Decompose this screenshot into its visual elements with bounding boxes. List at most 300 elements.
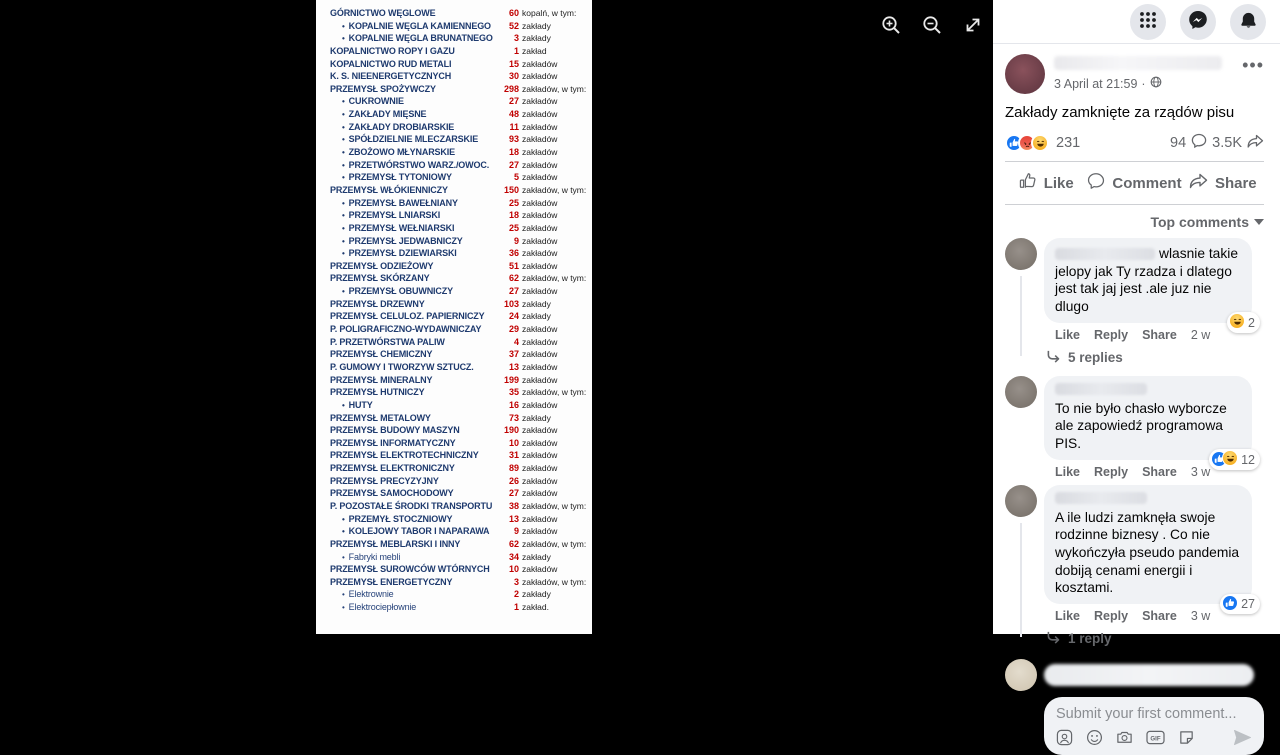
list-row — [330, 298, 586, 311]
industry-label: • Elektrownie — [342, 589, 394, 600]
plants-number: 26 — [508, 475, 519, 486]
industry-label: P. GUMOWY I TWORZYW SZTUCZ. — [330, 361, 474, 372]
comment-share-link[interactable]: Share — [1142, 464, 1177, 479]
plants-number: 10 — [508, 437, 519, 448]
bullet-icon: • — [342, 148, 345, 158]
notifications-button[interactable] — [1230, 4, 1266, 40]
bullet-icon: • — [342, 173, 345, 183]
industry-label: PRZEMYSŁ DRZEWNY — [330, 298, 425, 309]
plants-number: 29 — [508, 324, 519, 335]
list-row — [330, 525, 586, 538]
chevron-down-icon — [1254, 219, 1264, 225]
plants-number: 16 — [508, 399, 519, 410]
plants-number: 24 — [508, 311, 519, 322]
plants-unit: zakładów — [522, 96, 558, 107]
comment-reply-link[interactable]: Reply — [1094, 608, 1129, 623]
bullet-icon: • — [342, 603, 345, 613]
industry-label: • ZAKŁADY MIĘSNE — [342, 109, 427, 120]
list-row — [330, 285, 586, 298]
post-author-block — [1054, 54, 1222, 91]
send-icon — [1233, 729, 1252, 749]
list-row — [330, 449, 586, 462]
industry-label: • ZBOŻOWO MŁYNARSKIE — [342, 147, 455, 158]
list-row — [330, 374, 586, 387]
composer-icons — [1056, 729, 1252, 749]
comment-thread-line — [1020, 523, 1022, 637]
plants-unit: zakładów — [522, 324, 558, 335]
shares-count[interactable]: 3.5K — [1212, 135, 1242, 151]
list-row — [330, 272, 586, 285]
plants-number: 62 — [508, 273, 519, 284]
post — [993, 44, 1280, 234]
comment-sort-selector[interactable] — [1005, 205, 1264, 234]
industry-label: • KOPALNIE WĘGLA KAMIENNEGO — [342, 20, 491, 31]
view-replies-link[interactable] — [1046, 631, 1268, 647]
industry-label: PRZEMYSŁ SKÓRZANY — [330, 273, 430, 284]
list-row — [330, 45, 586, 58]
apps-menu-button[interactable] — [1130, 4, 1166, 40]
comment-avatar[interactable] — [1005, 659, 1037, 691]
share-label: Share — [1214, 174, 1257, 192]
reply-arrow-icon — [1046, 631, 1061, 647]
comment-author-avatar[interactable] — [1005, 485, 1037, 517]
zoom-out-icon — [921, 14, 943, 36]
industry-label: • Elektrociepłownie — [342, 602, 417, 613]
comment-composer[interactable] — [1044, 697, 1264, 755]
plants-number: 30 — [508, 71, 519, 82]
industry-label: PRZEMYSŁ INFORMATYCZNY — [330, 437, 456, 448]
industry-label: K. S. NIEENERGETYCZNYCH — [330, 71, 452, 82]
gif-icon — [1146, 729, 1165, 749]
haha-reaction-icon — [1031, 134, 1049, 152]
plants-number: 18 — [508, 147, 519, 158]
plants-unit: zakładów — [522, 159, 558, 170]
comment — [1005, 376, 1268, 479]
bullet-icon: • — [342, 249, 345, 259]
industry-label: • CUKROWNIE — [342, 96, 404, 107]
haha-reaction-icon — [1229, 313, 1245, 329]
bullet-icon: • — [342, 160, 345, 170]
list-row — [330, 184, 586, 197]
industry-label: PRZEMYSŁ HUTNICZY — [330, 387, 425, 398]
industry-label: PRZEMYSŁ METALOWY — [330, 412, 431, 423]
gif-button[interactable] — [1146, 729, 1165, 749]
zoom-in-icon — [880, 14, 902, 36]
bullet-icon: • — [342, 110, 345, 120]
industry-label: PRZEMYSŁ MEBLARSKI I INNY — [330, 538, 461, 549]
list-row — [330, 588, 586, 601]
comment-text: wlasnie takie jelopy jak Ty rzadza i dlatego jest tak jaj jest .ale juz nie dlugo — [1055, 246, 1238, 314]
bullet-icon: • — [342, 552, 345, 562]
action-bar — [1005, 162, 1264, 205]
industry-label: P. PRZETWÓRSTWA PALIW — [330, 336, 445, 347]
plants-unit: zakłady — [522, 412, 551, 423]
plants-unit: zakładów — [522, 172, 558, 183]
plants-number: 199 — [503, 374, 519, 385]
list-row — [330, 576, 586, 589]
plants-number: 150 — [503, 184, 519, 195]
plants-number: 27 — [508, 286, 519, 297]
replies-label: 1 reply — [1068, 631, 1112, 647]
industry-label: P. POZOSTAŁE ŚRODKI TRANSPORTU — [330, 500, 493, 511]
badge-count: 2 — [1248, 315, 1255, 330]
like-label: Like — [1043, 174, 1074, 192]
comment-icon — [1087, 172, 1105, 194]
industry-label: • KOLEJOWY TABOR I NAPARAWA — [342, 526, 490, 537]
plants-number: 298 — [503, 83, 519, 94]
industry-label: • SPÓŁDZIELNIE MLECZARSKIE — [342, 134, 479, 145]
plants-unit: zakładów — [522, 58, 558, 69]
plants-number: 4 — [513, 336, 519, 347]
replies-label: 5 replies — [1068, 350, 1123, 366]
reply-arrow-icon — [1046, 350, 1061, 366]
industry-label: GÓRNICTWO WĘGLOWE — [330, 8, 436, 18]
list-row — [330, 462, 586, 475]
plants-unit: zakładów — [522, 374, 558, 385]
comment-bubble[interactable] — [1044, 238, 1255, 330]
plants-unit: zakładów — [522, 286, 558, 297]
share-arrow-icon — [1247, 134, 1264, 153]
list-row — [330, 159, 586, 172]
plants-number: 5 — [513, 172, 519, 183]
plants-unit: zakładów — [522, 248, 558, 259]
industry-label: • PRZEMYSŁ LNIARSKI — [342, 210, 441, 221]
plants-number: 31 — [508, 450, 519, 461]
comment-input[interactable] — [1056, 706, 1252, 722]
plants-unit: zakłady — [522, 298, 551, 309]
list-row — [330, 235, 586, 248]
zoom-in-button[interactable] — [878, 12, 904, 38]
industry-label: KOPALNICTWO RUD METALI — [330, 58, 452, 69]
list-row — [330, 513, 586, 526]
camera-button[interactable] — [1116, 729, 1133, 749]
composer-row — [993, 691, 1280, 755]
bullet-icon: • — [342, 514, 345, 524]
industry-label: • PRZEMYSŁ JEDWABNICZY — [342, 235, 463, 246]
list-row — [330, 95, 586, 108]
plants-unit: zakładów — [522, 349, 558, 360]
comment-share-link[interactable]: Share — [1142, 327, 1177, 342]
messenger-button[interactable] — [1180, 4, 1216, 40]
comment-text: A ile ludzi zamknęła swoje rodzinne biznesy . Co nie wykończyła pseudo pandemia dobiją cenami energii i kosztami. — [1055, 509, 1240, 596]
plants-unit: zakładów — [522, 399, 558, 410]
reactions-count[interactable]: 231 — [1056, 135, 1081, 151]
comment-reply-link[interactable]: Reply — [1094, 327, 1129, 342]
industry-label: PRZEMYSŁ ELEKTROTECHNICZNY — [330, 450, 479, 461]
plants-number: 48 — [508, 109, 519, 120]
list-row — [330, 108, 586, 121]
comment — [1005, 238, 1268, 370]
send-comment-button[interactable] — [1233, 729, 1252, 749]
list-row — [330, 222, 586, 235]
plants-unit: zakładów — [522, 134, 558, 145]
plants-number: 9 — [513, 235, 519, 246]
post-header — [1005, 54, 1264, 94]
plants-unit: zakładów — [522, 564, 558, 575]
share-icon — [1189, 173, 1208, 194]
counts-right — [1170, 133, 1264, 153]
industry-label: PRZEMYSŁ BUDOWY MASZYN — [330, 425, 460, 436]
viewer-controls — [878, 12, 986, 38]
plants-number: 38 — [508, 500, 519, 511]
list-row — [330, 121, 586, 134]
industry-label: PRZEMYSŁ SUROWCÓW WTÓRNYCH — [330, 564, 490, 575]
post-author-name-blurred[interactable] — [1054, 56, 1222, 70]
plants-number: 3 — [513, 576, 519, 587]
industry-label: P. POLIGRAFICZNO-WYDAWNICZAY — [330, 324, 482, 335]
industry-label: PRZEMYSŁ ENERGETYCZNY — [330, 576, 453, 587]
industry-label: • PRZEMYSŁ TYTONIOWY — [342, 172, 452, 183]
industry-label: • Fabryki mebli — [342, 551, 401, 562]
reaction-summary[interactable] — [1005, 133, 1264, 162]
list-row — [330, 601, 586, 614]
comments-count[interactable]: 94 — [1170, 135, 1187, 151]
post-more-button[interactable] — [1242, 55, 1264, 75]
list-row — [330, 348, 586, 361]
plants-number: 25 — [508, 197, 519, 208]
list-row — [330, 361, 586, 374]
bullet-icon: • — [342, 287, 345, 297]
list-row — [330, 247, 586, 260]
document-image[interactable] — [316, 0, 592, 634]
thumbs-up-icon — [1019, 172, 1037, 194]
plants-number: 9 — [513, 526, 519, 537]
industry-label: PRZEMYSŁ CHEMICZNY — [330, 349, 433, 360]
list-row — [330, 386, 586, 399]
like-reaction-icon — [1222, 595, 1238, 611]
plants-number: 2 — [513, 589, 519, 600]
industry-label: • HUTY — [342, 399, 373, 410]
plants-number: 103 — [503, 298, 519, 309]
comment-label: Comment — [1112, 174, 1182, 192]
plants-unit: zakładów — [522, 210, 558, 221]
like-button[interactable] — [1005, 162, 1087, 204]
plants-unit: zakładów, w tym: — [522, 184, 587, 195]
plants-unit: zakłady — [522, 311, 551, 322]
list-row — [330, 32, 586, 45]
plants-unit: zakłady — [522, 20, 551, 31]
avatar-sticker-button[interactable] — [1056, 729, 1073, 749]
plants-unit: zakładów — [522, 147, 558, 158]
camera-icon — [1116, 729, 1133, 749]
comment — [1005, 485, 1268, 651]
industry-label: PRZEMYSŁ PRECYZYJNY — [330, 475, 439, 486]
bullet-icon: • — [342, 211, 345, 221]
plants-unit: zakładów — [522, 235, 558, 246]
comment-like-link[interactable]: Like — [1055, 464, 1081, 479]
reaction-icons — [1005, 134, 1049, 152]
plants-unit: zakładów, w tym: — [522, 500, 587, 511]
plants-number: 13 — [508, 361, 519, 372]
bell-icon — [1239, 11, 1258, 33]
plants-unit: zakładów — [522, 121, 558, 132]
list-row — [330, 437, 586, 450]
comment-button[interactable] — [1087, 162, 1181, 204]
industry-label: PRZEMYSŁ SPOŻYWCZY — [330, 83, 436, 94]
plants-number: 3 — [513, 33, 519, 44]
globe-privacy-icon — [1150, 76, 1162, 91]
plants-number: 73 — [508, 412, 519, 423]
plants-unit: zakładów — [522, 526, 558, 537]
plants-number: 27 — [508, 159, 519, 170]
plants-unit: zakładów — [522, 222, 558, 233]
list-row — [330, 197, 586, 210]
list-row — [330, 475, 586, 488]
comment-bubble[interactable] — [1044, 376, 1255, 467]
apps-grid-icon — [1139, 11, 1157, 32]
industry-label: • PRZEMYSŁ OBUWNICZY — [342, 286, 453, 297]
plants-unit: zakładów — [522, 109, 558, 120]
bullet-icon: • — [342, 97, 345, 107]
date-separator: · — [1141, 76, 1146, 91]
bullet-icon: • — [342, 135, 345, 145]
plants-number: 1 — [513, 45, 519, 56]
post-meta — [1054, 76, 1222, 91]
comment-reaction-badge[interactable] — [1209, 449, 1260, 469]
plants-unit: zakładów — [522, 488, 558, 499]
list-row — [330, 83, 586, 96]
comment-time: 3 w — [1190, 464, 1211, 479]
post-author-avatar[interactable] — [1005, 54, 1045, 94]
facebook-header — [993, 0, 1280, 44]
plants-unit: zakładów, w tym: — [522, 273, 587, 284]
comment-reaction-badge[interactable] — [1220, 594, 1260, 614]
bullet-icon: • — [342, 21, 345, 31]
list-row — [330, 500, 586, 513]
plants-unit: zakłady — [522, 551, 551, 562]
comment-like-link[interactable]: Like — [1055, 608, 1081, 623]
industry-label: PRZEMYSŁ ELEKTRONICZNY — [330, 463, 455, 474]
share-button[interactable] — [1182, 162, 1264, 204]
plants-number: 93 — [508, 134, 519, 145]
emoji-button[interactable] — [1086, 729, 1103, 749]
bullet-icon: • — [342, 122, 345, 132]
comment-author-avatar[interactable] — [1005, 376, 1037, 408]
bullet-icon: • — [342, 590, 345, 600]
emoji-smiley-icon — [1086, 729, 1103, 749]
plants-unit: zakładów — [522, 425, 558, 436]
plants-number: 1 — [513, 602, 519, 613]
partial-comment — [993, 657, 1280, 691]
comment-time: 3 w — [1190, 608, 1211, 623]
plants-unit: zakładów — [522, 71, 558, 82]
list-row — [330, 58, 586, 71]
industry-label: • PRZEMYŁ STOCZNIOWY — [342, 513, 453, 524]
plants-unit: zakłady — [522, 33, 551, 44]
comment-author-name-blurred[interactable] — [1055, 492, 1147, 504]
list-row — [330, 551, 586, 564]
plants-number: 11 — [509, 121, 519, 132]
comment-thread-line — [1020, 276, 1022, 356]
badge-reaction-icons — [1211, 450, 1238, 468]
plants-number: 27 — [508, 96, 519, 107]
plants-unit: zakład — [522, 45, 547, 56]
industry-label: KOPALNICTWO ROPY I GAZU — [330, 45, 455, 56]
comment-author-name-blurred[interactable] — [1055, 248, 1155, 260]
plants-unit: zakładów, w tym: — [522, 538, 587, 549]
bullet-icon: • — [342, 527, 345, 537]
plants-number: 18 — [508, 210, 519, 221]
plants-number: 25 — [508, 222, 519, 233]
plants-number: 34 — [508, 551, 519, 562]
plants-unit: zakłady — [522, 589, 551, 600]
comment-bubble-blurred[interactable] — [1044, 664, 1254, 686]
industry-label: • ZAKŁADY DROBIARSKIE — [342, 121, 455, 132]
plants-number: 35 — [508, 387, 519, 398]
sticker-icon — [1178, 729, 1195, 749]
industry-label: • KOPALNIE WĘGLA BRUNATNEGO — [342, 33, 493, 44]
comment-bubble[interactable] — [1044, 485, 1255, 612]
industry-label: PRZEMYSŁ SAMOCHODOWY — [330, 488, 454, 499]
list-row — [330, 399, 586, 412]
plants-number: 52 — [508, 20, 519, 31]
plants-unit: zakładów — [522, 260, 558, 271]
comment-reply-link[interactable]: Reply — [1094, 464, 1129, 479]
comments-panel — [993, 0, 1280, 743]
comment-like-link[interactable]: Like — [1055, 327, 1081, 342]
industry-label: PRZEMYSŁ ODZIEŻOWY — [330, 260, 434, 271]
plants-number: 36 — [508, 248, 519, 259]
plants-number: 27 — [508, 488, 519, 499]
badge-reaction-icons — [1222, 595, 1238, 613]
list-row — [330, 209, 586, 222]
industry-label: • PRZEMYSŁ WEŁNIARSKI — [342, 222, 455, 233]
plants-unit: zakładów, w tym: — [522, 576, 587, 587]
haha-reaction-icon — [1222, 450, 1238, 466]
plants-unit: zakładów — [522, 513, 558, 524]
list-row — [330, 538, 586, 551]
plants-unit: zakładów, w tym: — [522, 387, 587, 398]
industry-label: PRZEMYSŁ CELULOZ. PAPIERNICZY — [330, 311, 485, 322]
industry-label: • PRZEMYSŁ DZIEWIARSKI — [342, 248, 457, 259]
list-row — [330, 133, 586, 146]
fullscreen-button[interactable] — [960, 12, 986, 38]
comment-share-link[interactable]: Share — [1142, 608, 1177, 623]
comment-author-avatar[interactable] — [1005, 238, 1037, 270]
comment-reaction-badge[interactable] — [1227, 312, 1260, 332]
plants-unit: zakładów — [522, 361, 558, 372]
industry-label: PRZEMYSŁ WŁÓKIENNICZY — [330, 184, 448, 195]
list-row — [330, 323, 586, 336]
view-replies-link[interactable] — [1046, 350, 1268, 366]
plants-unit: zakład. — [522, 602, 549, 613]
list-row — [330, 412, 586, 425]
list-row — [330, 487, 586, 500]
messenger-icon — [1188, 10, 1208, 33]
post-date[interactable]: 3 April at 21:59 — [1054, 76, 1138, 91]
plants-unit: kopalń, w tym: — [522, 8, 577, 18]
list-row — [330, 146, 586, 159]
bullet-icon: • — [342, 400, 345, 410]
zoom-out-button[interactable] — [919, 12, 945, 38]
sticker-button[interactable] — [1178, 729, 1195, 749]
comment-bubble-icon — [1191, 133, 1207, 153]
list-row — [330, 171, 586, 184]
list-row — [330, 70, 586, 83]
industry-label: • PRZEMYSŁ BAWEŁNIANY — [342, 197, 458, 208]
industry-label: PRZEMYSŁ MINERALNY — [330, 374, 433, 385]
plants-number: 10 — [508, 564, 519, 575]
badge-count: 12 — [1241, 452, 1255, 467]
plants-number: 62 — [508, 538, 519, 549]
badge-reaction-icons — [1229, 313, 1245, 331]
sort-label: Top comments — [1150, 214, 1249, 230]
comment-author-name-blurred[interactable] — [1055, 383, 1147, 395]
plants-unit: zakładów, w tym: — [522, 83, 587, 94]
comment-list — [993, 234, 1280, 651]
plants-number: 51 — [508, 260, 519, 271]
plants-unit: zakładów — [522, 336, 558, 347]
